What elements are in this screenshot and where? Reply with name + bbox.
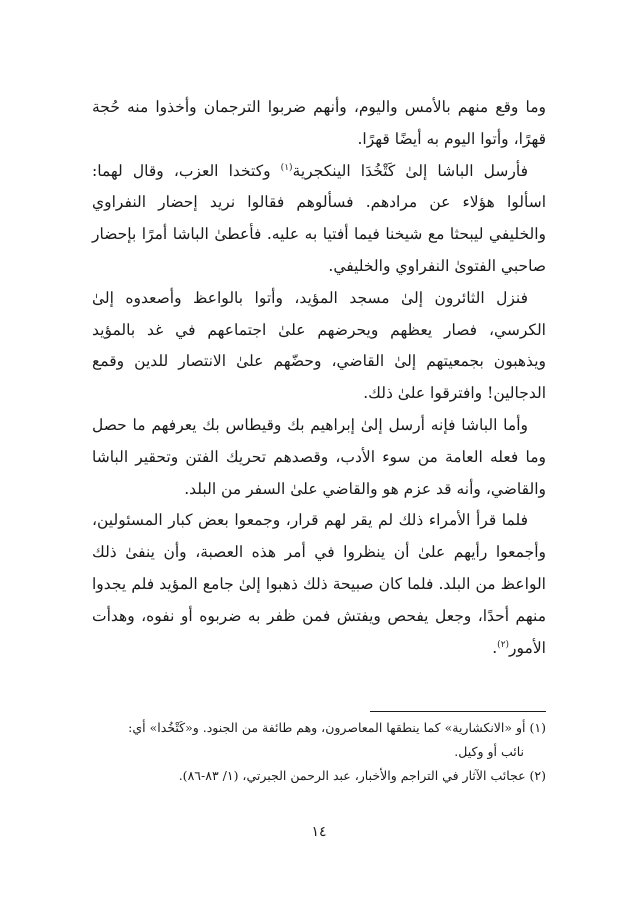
paragraph-3 bbox=[92, 283, 546, 410]
footnote-2-text: (٢) عجائب الآثار في التراجم والأخبار، عبد الرحمن الجبرتي، (١/ ٨٣-٨٦). bbox=[178, 768, 546, 783]
paragraph-5 bbox=[92, 505, 546, 664]
footnote-1-continuation: نائب أو وكيل. bbox=[454, 744, 524, 759]
footnote-2 bbox=[92, 764, 546, 788]
main-text bbox=[92, 92, 546, 664]
footnote-1-text: (١) أو «الانكشارية» كما ينطقها المعاصرون، وهم طائفة من الجنود. و«كَتْخُدا» أي: bbox=[128, 720, 546, 735]
footnote-1 bbox=[92, 716, 546, 764]
paragraph-2 bbox=[92, 156, 546, 283]
paragraph-3-text: فنزل الثائرون إلىٰ مسجد المؤيد، وأتوا بالواعظ وأصعدوه إلىٰ الكرسي، فصار يعظهم ويحرضهم علىٰ اجتماعهم في غد بالمؤيد ويذهبون بجمعيتهم إلىٰ القاضي، وحضّهم علىٰ الانتصار للدين وقمع الدجالين! وافترقوا علىٰ ذلك. bbox=[92, 288, 546, 403]
paragraph-5-text-after: . bbox=[492, 638, 498, 657]
paragraph-4 bbox=[92, 410, 546, 505]
paragraph-5-text-before: فلما قرأ الأمراء ذلك لم يقر لهم قرار، وجمعوا بعض كبار المسئولين، وأجمعوا رأيهم علىٰ أن ينظروا في أمر هذه العصبة، وأن ينفىٰ ذلك الواعظ من البلد. فلما كان صبيحة ذلك ذهبوا إلىٰ جامع المؤيد فلم يجدوا منهم أحدًا، وجعل يفحص ويفتش فمن ظفر به ضربوه أو نفوه، وهدأت الأمور bbox=[92, 511, 546, 657]
paragraph-2-text-before: فأرسل الباشا إلىٰ كَتْخُدَا الينكجرية bbox=[292, 161, 528, 180]
paragraph-1 bbox=[92, 92, 546, 156]
paragraph-1-text: وما وقع منهم بالأمس واليوم، وأنهم ضربوا الترجمان وأخذوا منه حُجة قهرًا، وأتوا اليوم به أيضًا قهرًا. bbox=[92, 98, 546, 148]
footnotes bbox=[92, 716, 546, 788]
paragraph-4-text: وأما الباشا فإنه أرسل إلىٰ إبراهيم بك وقيطاس بك يعرفهم ما حصل وما فعله العامة من سوء الأدب، وقصدهم تحريك الفتن وتحقير الباشا والقاضي، وأنه قد عزم هو والقاضي علىٰ السفر من البلد. bbox=[92, 415, 546, 498]
paragraph-2-text-after: وكتخدا العزب، وقال لهما: اسألوا هؤلاء عن مرادهم. فسألوهم فقالوا نريد إحضار النفراوي والخليفي ليبحثا مع شيخنا فيما أفتيا به عليه. فأعطىٰ الباشا أمرًا بإحضار صاحبي الفتوىٰ النفراوي والخليفي. bbox=[92, 161, 546, 275]
footnote-separator bbox=[370, 711, 546, 712]
footnote-marker-1[interactable]: (١) bbox=[280, 162, 293, 173]
page-number: ١٤ bbox=[311, 824, 327, 840]
footnote-marker-2[interactable]: (٢) bbox=[497, 639, 510, 650]
